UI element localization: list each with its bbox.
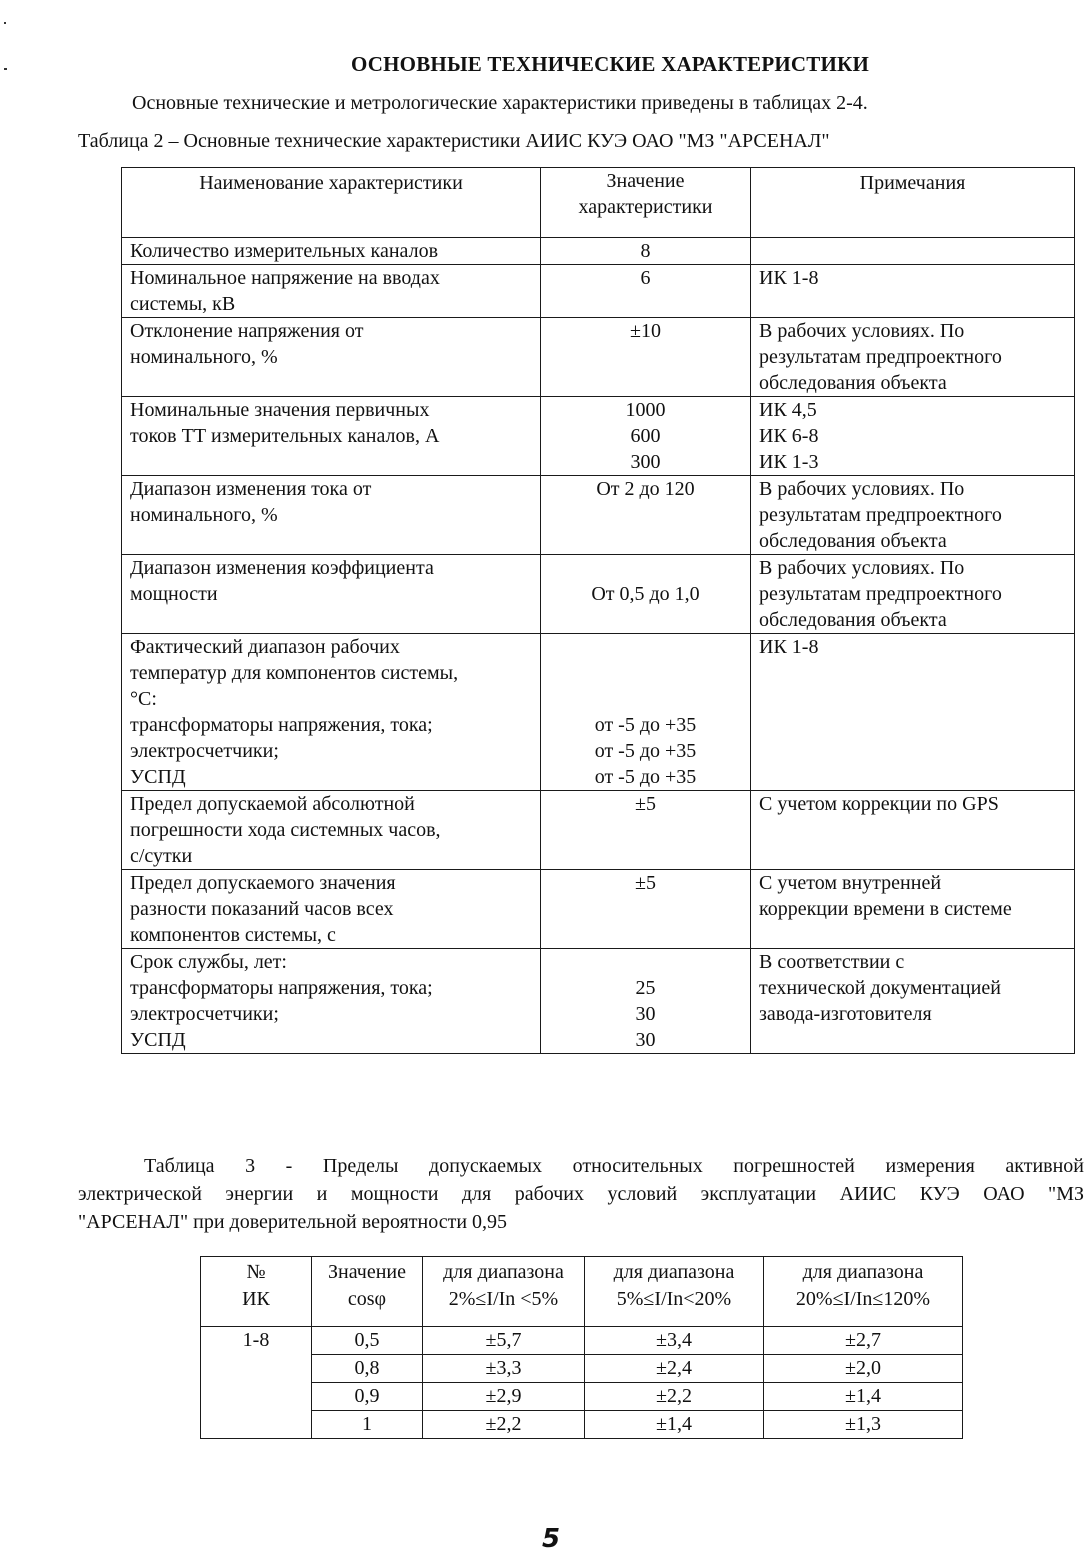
characteristic-notes-cell: ИК 4,5 ИК 6-8 ИК 1-3 (751, 397, 1075, 476)
table2-header-notes: Примечания (751, 168, 1075, 238)
page-title: ОСНОВНЫЕ ТЕХНИЧЕСКИЕ ХАРАКТЕРИСТИКИ (350, 52, 869, 76)
page-number: 5 (542, 1524, 561, 1554)
table-row (122, 791, 1075, 870)
range2-cell: ±2,4 (585, 1355, 764, 1383)
table3-header-cos: Значение cosφ (312, 1257, 423, 1327)
table-row (201, 1355, 963, 1383)
table3-header-range-1: для диапазона 2%≤I/In <5% (423, 1257, 585, 1327)
error-limits-table (200, 1256, 963, 1439)
characteristic-notes-cell: ИК 1-8 (751, 265, 1075, 318)
characteristic-value-cell: ±5 (541, 870, 751, 949)
characteristic-notes-cell: В соответствии с технической документацией завода-изготовителя (751, 949, 1075, 1054)
characteristic-name-cell: Отклонение напряжения от номинального, % (122, 318, 541, 397)
table3-header-range-2: для диапазона 5%≤I/In<20% (585, 1257, 764, 1327)
characteristic-notes-cell: С учетом коррекции по GPS (751, 791, 1075, 870)
table-row (122, 265, 1075, 318)
characteristic-value-cell: 6 (541, 265, 751, 318)
technical-characteristics-table (121, 167, 1075, 1054)
table2-caption: Таблица 2 – Основные технические характеристики АИИС КУЭ ОАО "МЗ "АРСЕНАЛ" (78, 130, 830, 152)
range1-cell: ±2,9 (423, 1383, 585, 1411)
characteristic-notes-cell: В рабочих условиях. По результатам предпроектного обследования объекта (751, 318, 1075, 397)
table-row (122, 870, 1075, 949)
characteristic-name-cell: Срок службы, лет: трансформаторы напряжения, тока; электросчетчики; УСПД (122, 949, 541, 1054)
cos-cell: 0,8 (312, 1355, 423, 1383)
table3-caption: Таблица 3 - Пределы допускаемых относительных погрешностей измерения активной электрической энергии и мощности для рабочих условий эксплуатации АИИС КУЭ ОАО "МЗ "АРСЕНАЛ" при доверительной вероятности 0,95 (78, 1155, 1084, 1233)
ik-cell: 1-8 (201, 1327, 312, 1439)
characteristic-value-cell: 1000 600 300 (541, 397, 751, 476)
characteristic-value-cell: От 0,5 до 1,0 (541, 555, 751, 634)
table-row (122, 949, 1075, 1054)
table-row (201, 1383, 963, 1411)
table-row (122, 318, 1075, 397)
characteristic-value-cell: ±5 (541, 791, 751, 870)
characteristic-notes-cell (751, 238, 1075, 265)
range3-cell: ±1,3 (764, 1411, 963, 1439)
cos-cell: 1 (312, 1411, 423, 1439)
characteristic-value-cell: от -5 до +35 от -5 до +35 от -5 до +35 (541, 634, 751, 791)
characteristic-value-cell: 8 (541, 238, 751, 265)
characteristic-name-cell: Номинальные значения первичных токов ТТ измерительных каналов, А (122, 397, 541, 476)
table-row (122, 397, 1075, 476)
range3-cell: ±2,7 (764, 1327, 963, 1355)
table-row (201, 1327, 963, 1355)
range1-cell: ±5,7 (423, 1327, 585, 1355)
intro-paragraph: Основные технические и метрологические характеристики приведены в таблицах 2-4. (132, 92, 868, 114)
characteristic-name-cell: Фактический диапазон рабочих температур для компонентов системы, °С: трансформаторы напряжения, тока; электросчетчики; УСПД (122, 634, 541, 791)
characteristic-value-cell: От 2 до 120 (541, 476, 751, 555)
cos-cell: 0,5 (312, 1327, 423, 1355)
range2-cell: ±3,4 (585, 1327, 764, 1355)
table-row (122, 555, 1075, 634)
cos-cell: 0,9 (312, 1383, 423, 1411)
characteristic-name-cell: Предел допускаемого значения разности показаний часов всех компонентов системы, с (122, 870, 541, 949)
characteristic-name-cell: Диапазон изменения тока от номинального, % (122, 476, 541, 555)
table3-header-ik: № ИК (201, 1257, 312, 1327)
characteristic-name-cell: Количество измерительных каналов (122, 238, 541, 265)
characteristic-value-cell: ±10 (541, 318, 751, 397)
table-row (122, 238, 1075, 265)
characteristic-notes-cell: ИК 1-8 (751, 634, 1075, 791)
range2-cell: ±2,2 (585, 1383, 764, 1411)
characteristic-notes-cell: В рабочих условиях. По результатам предпроектного обследования объекта (751, 476, 1075, 555)
range2-cell: ±1,4 (585, 1411, 764, 1439)
table-row (201, 1411, 963, 1439)
table3-header-range-3: для диапазона 20%≤I/In≤120% (764, 1257, 963, 1327)
range1-cell: ±3,3 (423, 1355, 585, 1383)
table2-header-value: Значение характеристики (541, 168, 751, 238)
range3-cell: ±1,4 (764, 1383, 963, 1411)
table2-header-name: Наименование характеристики (122, 168, 541, 238)
characteristic-name-cell: Номинальное напряжение на вводах системы, кВ (122, 265, 541, 318)
range1-cell: ±2,2 (423, 1411, 585, 1439)
table-row (122, 634, 1075, 791)
scan-mark (4, 22, 6, 24)
characteristic-notes-cell: В рабочих условиях. По результатам предпроектного обследования объекта (751, 555, 1075, 634)
table-row (122, 476, 1075, 555)
characteristic-name-cell: Предел допускаемой абсолютной погрешности хода системных часов, с/сутки (122, 791, 541, 870)
characteristic-name-cell: Диапазон изменения коэффициента мощности (122, 555, 541, 634)
range3-cell: ±2,0 (764, 1355, 963, 1383)
characteristic-notes-cell: С учетом внутренней коррекции времени в системе (751, 870, 1075, 949)
characteristic-value-cell: 25 30 30 (541, 949, 751, 1054)
